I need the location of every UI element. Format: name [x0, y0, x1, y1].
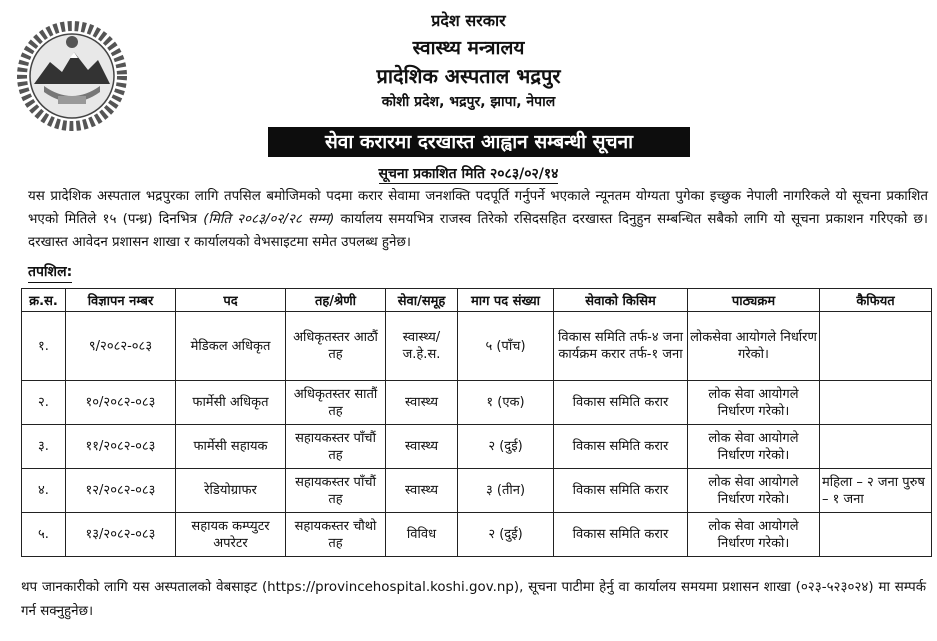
col-header-syllabus: पाठ्यक्रम	[688, 289, 820, 312]
cell-level: सहायकस्तर चौथो तह	[286, 513, 386, 557]
col-header-sn: क्र.स.	[22, 289, 66, 312]
cell-type: विकास समिति करार	[554, 381, 688, 425]
cell-service: विविध	[386, 513, 458, 557]
cell-type: विकास समिति करार	[554, 469, 688, 513]
cell-syllabus: लोक सेवा आयोगले निर्धारण गरेको।	[688, 469, 820, 513]
hospital-name: प्रादेशिक अस्पताल भद्रपुर	[376, 64, 561, 88]
col-header-remarks: कैफियत	[820, 289, 932, 312]
cell-level: अधिकृतस्तर सातौं तह	[286, 381, 386, 425]
table-row	[22, 312, 932, 381]
cell-post: मेडिकल अधिकृत	[176, 312, 286, 381]
deadline-italic: (मिति २०८३/०२/२८ सम्म)	[203, 212, 335, 227]
vacancy-table	[21, 288, 932, 557]
cell-remarks: महिला – २ जना पुरुष – १ जना	[820, 469, 932, 513]
cell-sn: ४.	[22, 469, 66, 513]
paragraph-part-2: कार्यालय समयभित्र राजस्व तिरेको रसिदसहित दरखास्त दिनुहुन सम्बन्धित सबैको लागि यो सूचना प्रकाशन गरिएको छ। दरखास्त आवेदन प्रशासन शाखा र कार्यालयको वेभसाइटमा समेत उपलब्ध हुनेछ।	[28, 212, 928, 250]
col-header-post: पद	[176, 289, 286, 312]
cell-service: स्वास्थ्य/ ज.हे.स.	[386, 312, 458, 381]
col-header-service: सेवा/समूह	[386, 289, 458, 312]
cell-count: २ (दुई)	[458, 513, 554, 557]
contact-footer: थप जानकारीको लागि यस अस्पतालको वेबसाइट (https://provincehospital.koshi.gov.np), सूचना पाटीमा हेर्नु वा कार्यालय समयमा प्रशासन शाखा (०२३-५२३०२४) मा सम्पर्क गर्न सक्नुहुनेछ।	[21, 580, 926, 619]
cell-remarks	[820, 312, 932, 381]
cell-post: फार्मेसी अधिकृत	[176, 381, 286, 425]
cell-sn: ३.	[22, 425, 66, 469]
cell-sn: ५.	[22, 513, 66, 557]
cell-ad-number: ९/२०८२-०८३	[66, 312, 176, 381]
table-row	[22, 381, 932, 425]
cell-type: विकास समिति तर्फ-४ जना कार्यक्रम करार तर्फ-१ जना	[554, 312, 688, 381]
cell-count: ३ (तीन)	[458, 469, 554, 513]
cell-service: स्वास्थ्य	[386, 469, 458, 513]
hospital-address: कोशी प्रदेश, भद्रपुर, झापा, नेपाल	[381, 94, 556, 110]
ministry-name: स्वास्थ्य मन्त्रालय	[412, 37, 525, 59]
paragraph-part-1: यस प्रादेशिक अस्पताल भद्रपुरका लागि तपसिल बमोजिमको पदमा करार सेवामा जनशक्ति पदपूर्ति गर्नुपर्ने भएकाले न्यूनतम योग्यता पुगेका इच्छुक नेपाली नागरिकले यो सूचना प्रकाशित भएको मितिले १५ (पन्ध्र) दिनभित्र	[28, 189, 928, 227]
cell-type: विकास समिति करार	[554, 425, 688, 469]
notice-title-banner: सेवा करारमा दरखास्त आह्वान सम्बन्धी सूचना	[268, 127, 690, 157]
cell-count: १ (एक)	[458, 381, 554, 425]
cell-sn: २.	[22, 381, 66, 425]
notice-paragraph	[28, 185, 928, 254]
cell-count: ५ (पाँच)	[458, 312, 554, 381]
cell-remarks	[820, 425, 932, 469]
cell-count: २ (दुई)	[458, 425, 554, 469]
cell-type: विकास समिति करार	[554, 513, 688, 557]
col-header-level: तह/श्रेणी	[286, 289, 386, 312]
cell-level: सहायकस्तर पाँचौं तह	[286, 469, 386, 513]
col-header-type: सेवाको किसिम	[554, 289, 688, 312]
table-header-row	[22, 289, 932, 312]
cell-post: फार्मेसी सहायक	[176, 425, 286, 469]
cell-service: स्वास्थ्य	[386, 381, 458, 425]
cell-ad-number: ११/२०८२-०८३	[66, 425, 176, 469]
cell-level: अधिकृतस्तर आठौं तह	[286, 312, 386, 381]
cell-ad-number: १३/२०८२-०८३	[66, 513, 176, 557]
cell-remarks	[820, 381, 932, 425]
cell-syllabus: लोकसेवा आयोगले निर्धारण गरेको।	[688, 312, 820, 381]
cell-post: रेडियोग्राफर	[176, 469, 286, 513]
cell-ad-number: १२/२०८२-०८३	[66, 469, 176, 513]
cell-ad-number: १०/२०८२-०८३	[66, 381, 176, 425]
cell-syllabus: लोक सेवा आयोगले निर्धारण गरेको।	[688, 381, 820, 425]
cell-sn: १.	[22, 312, 66, 381]
cell-post: सहायक कम्प्युटर अपरेटर	[176, 513, 286, 557]
col-header-count: माग पद संख्या	[458, 289, 554, 312]
cell-syllabus: लोक सेवा आयोगले निर्धारण गरेको।	[688, 513, 820, 557]
table-row	[22, 469, 932, 513]
cell-service: स्वास्थ्य	[386, 425, 458, 469]
col-header-ad-number: विज्ञापन नम्बर	[66, 289, 176, 312]
details-label: तपशिल:	[28, 262, 72, 283]
header-line-1: प्रदेश सरकार	[431, 11, 506, 30]
published-date-text: सूचना प्रकाशित मिति २०८३/०२/१४	[378, 166, 559, 182]
cell-level: सहायकस्तर पाँचौं तह	[286, 425, 386, 469]
letterhead	[0, 0, 937, 126]
cell-remarks	[820, 513, 932, 557]
table-row	[22, 425, 932, 469]
table-row	[22, 513, 932, 557]
published-date	[0, 164, 937, 183]
cell-syllabus: लोक सेवा आयोगले निर्धारण गरेको।	[688, 425, 820, 469]
